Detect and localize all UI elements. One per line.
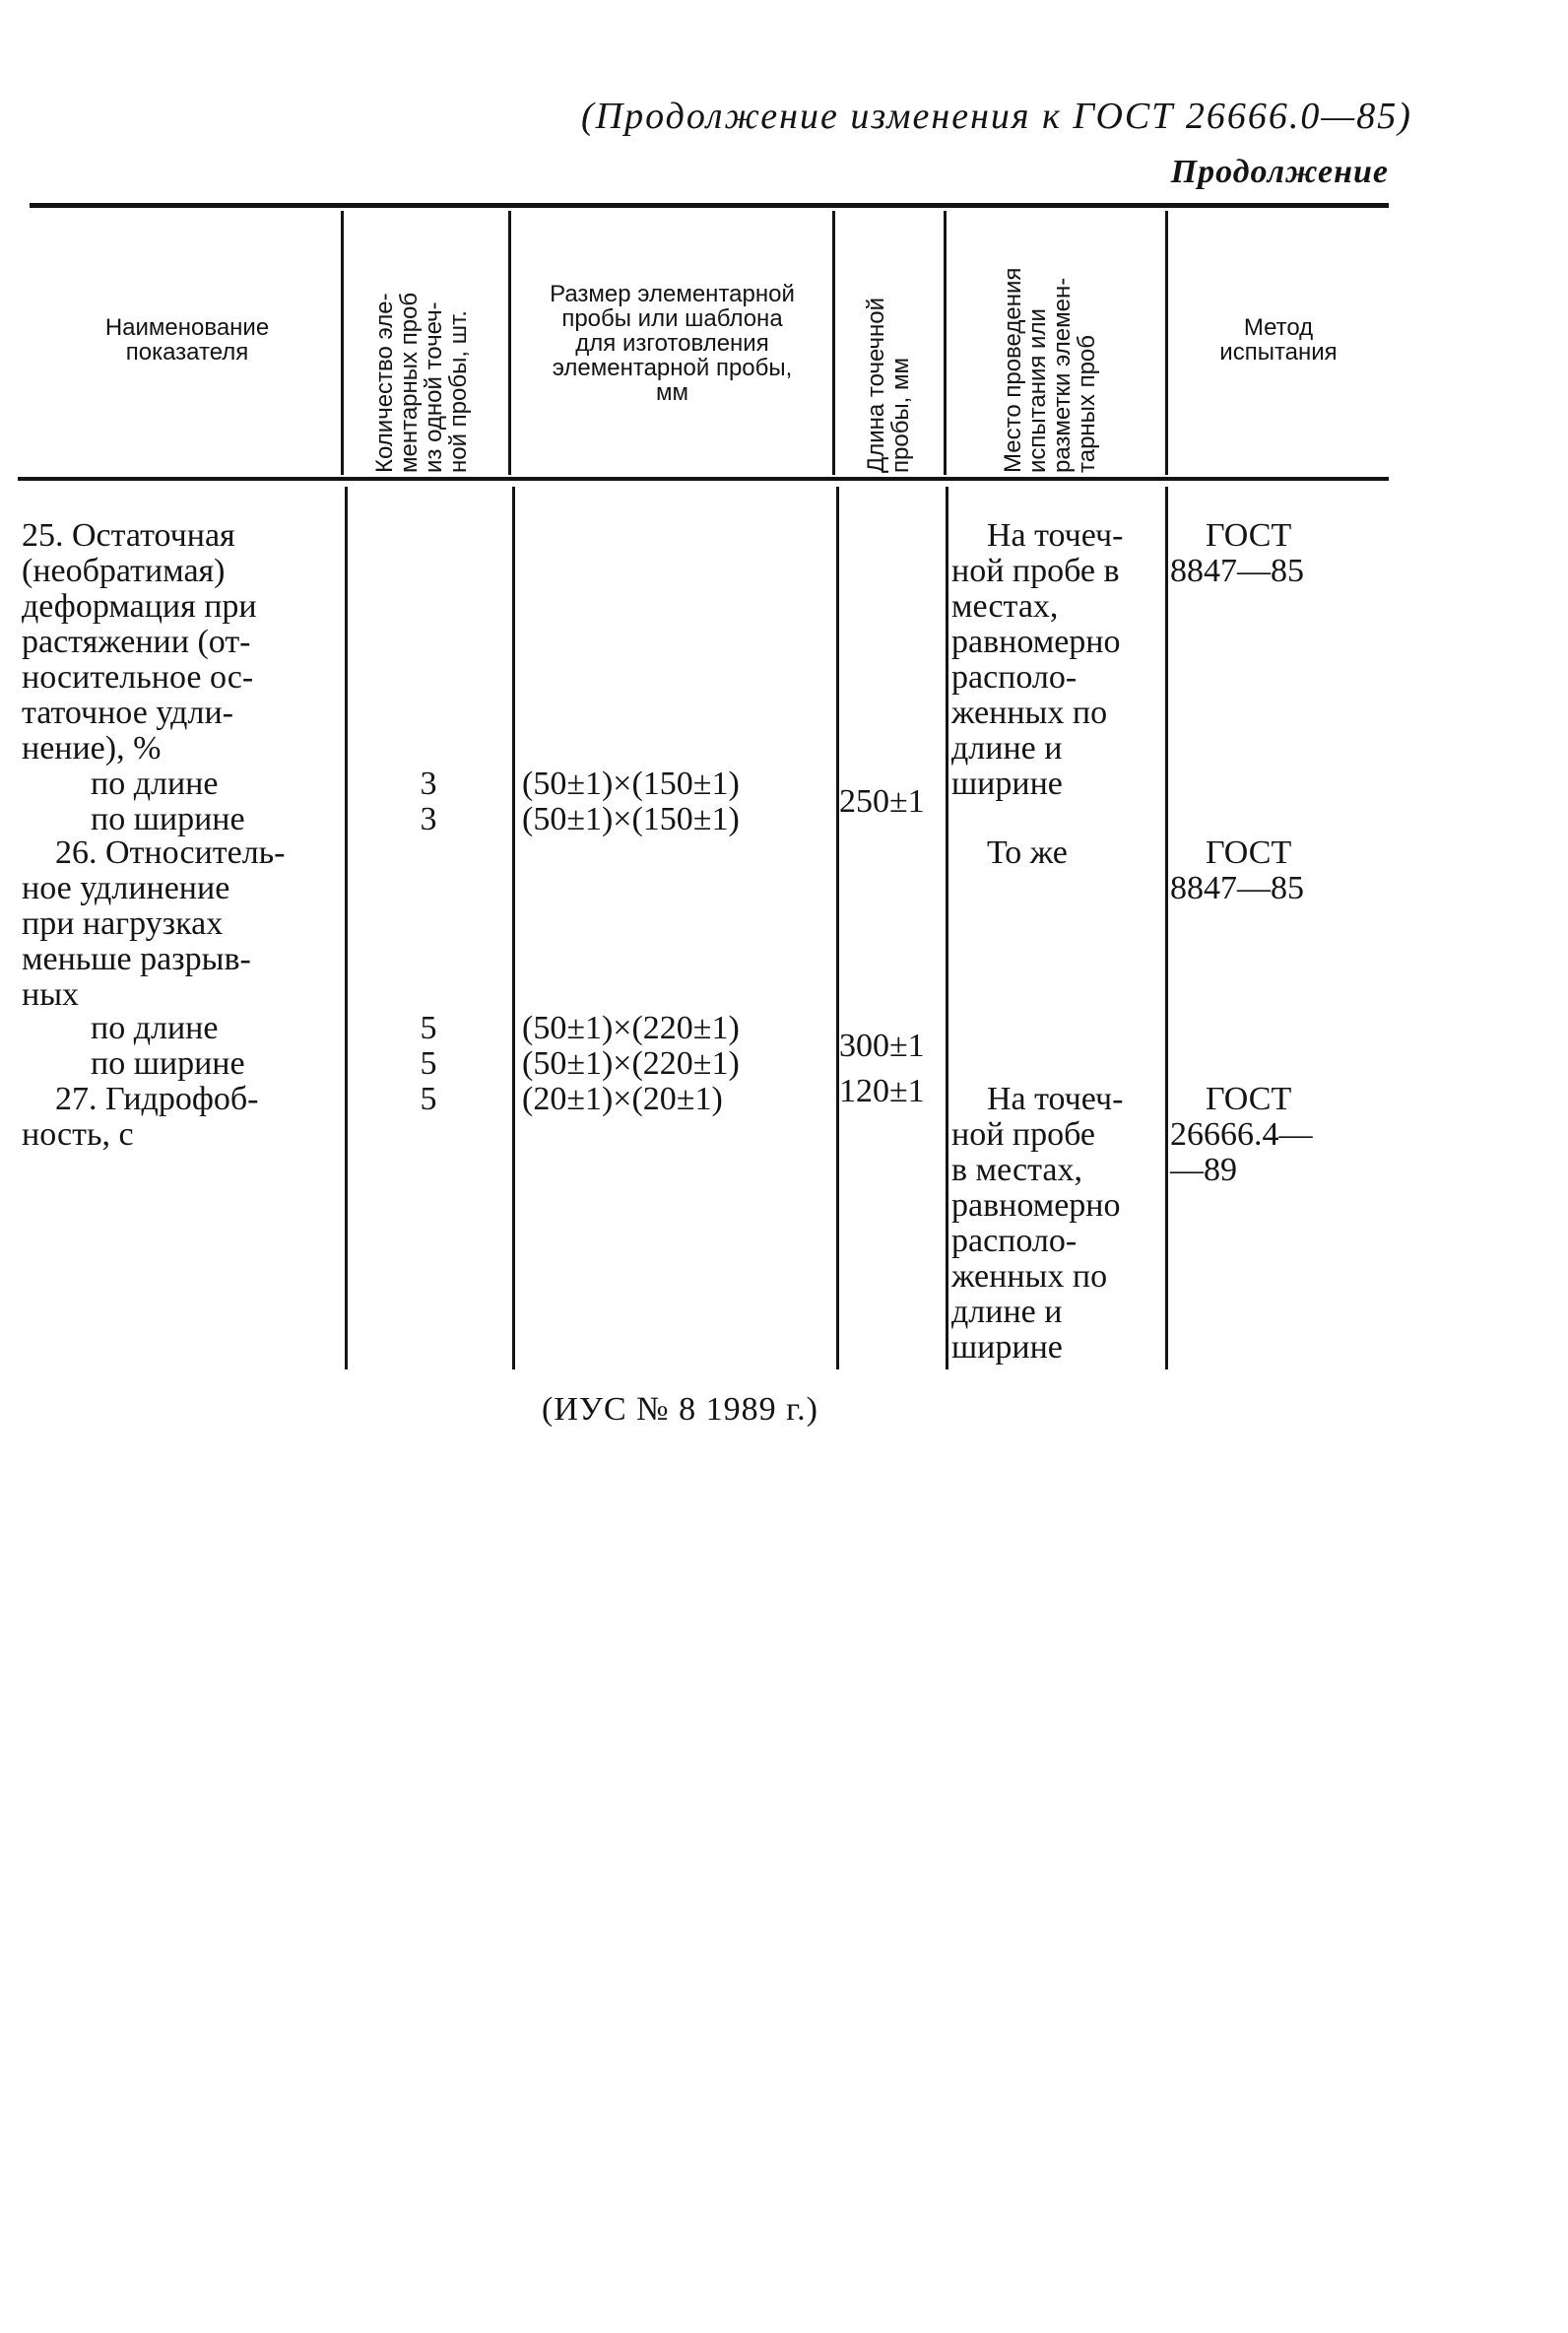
- col-header-count: [372, 217, 475, 473]
- col-header-size-line: Размер элементарной: [550, 281, 795, 307]
- body-divider-4: [946, 487, 948, 1369]
- col-header-length: [864, 217, 917, 473]
- row25-count-length: 3: [420, 766, 437, 802]
- row25-place-line: длине и: [951, 730, 1063, 767]
- row25-size-length: (50±1)×(150±1): [522, 766, 740, 802]
- row25-place: [951, 518, 1123, 802]
- row25-name: [22, 518, 257, 767]
- continuation-label: Продолжение: [1170, 154, 1389, 190]
- source-note: (ИУС № 8 1989 г.): [542, 1391, 818, 1428]
- body-divider-1: [345, 487, 348, 1369]
- col-header-length-line: Длина точечной: [863, 297, 889, 473]
- row26-method-line: ГОСТ: [1206, 834, 1292, 871]
- row27-place-line: длине и: [951, 1294, 1063, 1330]
- row27-name-line: ность, с: [22, 1116, 134, 1153]
- col-header-place-line: Место проведения: [1000, 267, 1026, 473]
- row27-place-line: равномерно: [951, 1187, 1121, 1224]
- row25-name-line: растяжении (от-: [22, 624, 251, 660]
- header-divider-4: [944, 211, 947, 475]
- row26-name: [22, 835, 285, 1013]
- row26-name-line: при нагрузках: [22, 905, 224, 942]
- row26-name-line: ных: [22, 976, 80, 1013]
- row25-name-line: (необратимая): [22, 553, 226, 589]
- row26-place-line: То же: [987, 834, 1068, 871]
- row26-count-width: 5: [420, 1045, 437, 1082]
- row27-place-line: женных по: [951, 1258, 1108, 1295]
- row25-place-line: местах,: [951, 588, 1059, 625]
- col-header-name: [39, 315, 335, 365]
- table-top-rule: [30, 203, 1389, 208]
- row27-method-line: ГОСТ: [1206, 1081, 1292, 1117]
- row25-name-line: нение), %: [22, 730, 162, 767]
- row25-name-line: носительное ос-: [22, 659, 254, 696]
- row27-point-length: 120±1: [839, 1073, 925, 1109]
- row25-place-line: На точеч-: [987, 517, 1124, 554]
- row25-place-line: располо-: [951, 659, 1078, 696]
- row26-count-length: 5: [420, 1010, 437, 1046]
- row27-name-line: 27. Гидрофоб-: [55, 1081, 259, 1117]
- col-header-place: [1001, 217, 1103, 473]
- col-header-place-line: тарных проб: [1074, 334, 1100, 473]
- row26-method-line: 8847—85: [1170, 870, 1304, 906]
- header-divider-3: [832, 211, 835, 475]
- col-header-count-line: из одной точеч-: [421, 301, 447, 473]
- row25-sub-width: по ширине: [91, 801, 245, 837]
- col-header-size-line: элементарной пробы,: [552, 355, 793, 381]
- row27-place-line: На точеч-: [987, 1081, 1124, 1117]
- row25-method-line: ГОСТ: [1206, 517, 1292, 554]
- col-header-size-line: мм: [656, 379, 688, 406]
- col-header-name-line: показателя: [125, 339, 249, 366]
- body-divider-5: [1165, 487, 1168, 1369]
- row26-sub-width: по ширине: [91, 1045, 245, 1082]
- header-divider-2: [508, 211, 511, 475]
- col-header-length-line: пробы, мм: [887, 357, 914, 473]
- row26-point-length: 300±1: [839, 1028, 925, 1064]
- row25-name-line: таточное удли-: [22, 695, 233, 731]
- col-header-place-line: испытания или: [1024, 308, 1051, 473]
- row25-point-length: 250±1: [839, 783, 925, 820]
- row26-sub-length: по длине: [91, 1010, 219, 1046]
- row26-method: [1170, 835, 1304, 906]
- col-header-size: [512, 282, 832, 405]
- col-header-method-line: испытания: [1219, 339, 1338, 366]
- row25-place-line: ширине: [951, 766, 1063, 802]
- row25-place-line: равномерно: [951, 624, 1121, 660]
- row26-name-line: меньше разрыв-: [22, 941, 251, 977]
- row27-place-line: в местах,: [951, 1152, 1082, 1188]
- header-divider-1: [341, 211, 344, 475]
- row25-method: [1170, 518, 1304, 589]
- col-header-count-line: Количество эле-: [371, 293, 398, 473]
- row27-method-line: —89: [1170, 1152, 1237, 1188]
- row27-place-line: располо-: [951, 1223, 1078, 1259]
- row26-size-length: (50±1)×(220±1): [522, 1010, 740, 1046]
- col-header-name-line: Наименование: [104, 314, 270, 341]
- col-header-method: [1168, 315, 1389, 365]
- row25-size-width: (50±1)×(150±1): [522, 801, 740, 837]
- row25-sub-length: по длине: [91, 766, 219, 802]
- row25-name-line: 25. Остаточная: [22, 517, 235, 554]
- row25-count-width: 3: [420, 801, 437, 837]
- row26-name-line: ное удлинение: [22, 870, 230, 906]
- row26-place: [987, 835, 1068, 871]
- running-header: (Продолжение изменения к ГОСТ 26666.0—85): [581, 96, 1412, 137]
- row27-method: [1170, 1082, 1313, 1188]
- col-header-size-line: пробы или шаблона: [561, 305, 783, 332]
- row25-place-line: ной пробе в: [951, 553, 1120, 589]
- row27-place-line: ной пробе: [951, 1116, 1096, 1153]
- col-header-method-line: Метод: [1243, 314, 1314, 341]
- body-divider-3: [836, 487, 839, 1369]
- row26-size-width: (50±1)×(220±1): [522, 1045, 740, 1082]
- body-divider-2: [512, 487, 515, 1369]
- col-header-size-line: для изготовления: [575, 330, 769, 357]
- row25-method-line: 8847—85: [1170, 553, 1304, 589]
- row27-count: 5: [420, 1081, 437, 1117]
- row26-name-line: 26. Относитель-: [55, 834, 286, 871]
- row25-name-line: деформация при: [22, 588, 257, 625]
- col-header-place-line: разметки элемен-: [1049, 277, 1076, 473]
- row25-place-line: женных по: [951, 695, 1108, 731]
- col-header-count-line: ментарных проб: [396, 292, 423, 473]
- row27-place: [951, 1082, 1123, 1366]
- row27-size: (20±1)×(20±1): [522, 1081, 723, 1117]
- header-bottom-rule: [18, 477, 1389, 481]
- col-header-count-line: ной пробы, шт.: [445, 310, 472, 473]
- row27-place-line: ширине: [951, 1329, 1063, 1366]
- row27-name: [22, 1082, 259, 1153]
- row27-method-line: 26666.4—: [1170, 1116, 1313, 1153]
